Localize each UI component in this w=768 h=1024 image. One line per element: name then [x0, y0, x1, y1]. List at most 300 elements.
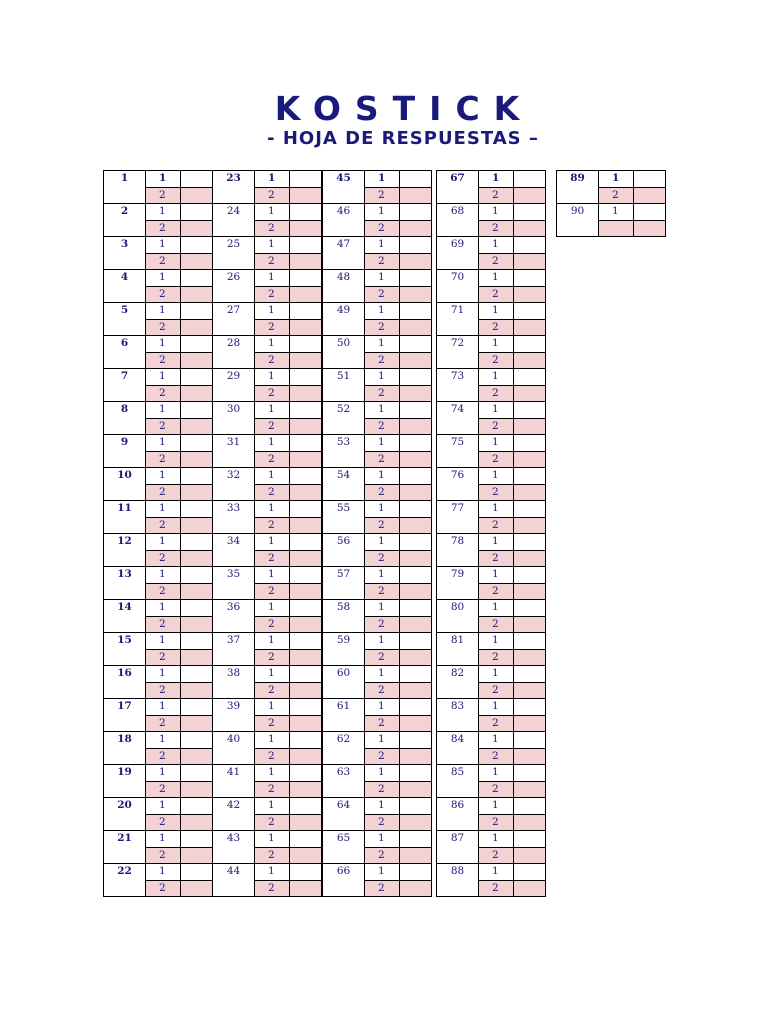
option-label-2: 2: [479, 254, 514, 271]
item-number: 34: [213, 534, 255, 567]
answer-box-1[interactable]: [400, 468, 432, 485]
answer-box-2[interactable]: [290, 188, 322, 205]
answer-box-2[interactable]: [514, 848, 546, 865]
answer-box-1[interactable]: [514, 336, 546, 353]
answer-box-1[interactable]: [181, 534, 213, 551]
answer-box-1[interactable]: [290, 369, 322, 386]
answer-box-2[interactable]: [400, 617, 432, 634]
answer-box-2[interactable]: [514, 617, 546, 634]
answer-box-2[interactable]: [290, 617, 322, 634]
option-label-1: 1: [255, 798, 290, 815]
answer-box-2[interactable]: [514, 254, 546, 271]
option-label-2: 2: [146, 683, 181, 700]
answer-box-2[interactable]: [400, 584, 432, 601]
option-label-2: 2: [255, 287, 290, 304]
answer-box-2[interactable]: [290, 353, 322, 370]
answer-box-2[interactable]: [400, 353, 432, 370]
answer-box-1[interactable]: [181, 501, 213, 518]
answer-box-1[interactable]: [514, 798, 546, 815]
answer-box-2[interactable]: [400, 551, 432, 568]
answer-box-1[interactable]: [400, 633, 432, 650]
answer-box-1[interactable]: [514, 699, 546, 716]
answer-box-2[interactable]: [400, 287, 432, 304]
option-label-1: 1: [255, 831, 290, 848]
option-label-2: 2: [255, 584, 290, 601]
item-number: 74: [437, 402, 479, 435]
answer-box-1[interactable]: [400, 237, 432, 254]
option-label-1: 1: [479, 270, 514, 287]
option-label-2: 2: [255, 716, 290, 733]
answer-box-1[interactable]: [400, 501, 432, 518]
item-number: 53: [323, 435, 365, 468]
answer-box-1[interactable]: [290, 501, 322, 518]
answer-box-2[interactable]: [290, 254, 322, 271]
option-label-1: 1: [479, 699, 514, 716]
answer-box-1[interactable]: [181, 600, 213, 617]
answer-box-2[interactable]: [400, 386, 432, 403]
option-label-2: 2: [255, 815, 290, 832]
item-number: 29: [213, 369, 255, 402]
answer-box-1[interactable]: [514, 171, 546, 188]
answer-box-1[interactable]: [290, 435, 322, 452]
answer-box-2[interactable]: [181, 287, 213, 304]
item-number: 13: [104, 567, 146, 600]
answer-box-2[interactable]: [181, 848, 213, 865]
option-label-2: 2: [255, 518, 290, 535]
answer-box-2[interactable]: [634, 221, 666, 238]
option-label-2: 2: [365, 551, 400, 568]
answer-box-2[interactable]: [181, 485, 213, 502]
answer-box-1[interactable]: [181, 303, 213, 320]
answer-box-2[interactable]: [514, 551, 546, 568]
answer-box-2[interactable]: [400, 320, 432, 337]
answer-box-2[interactable]: [181, 386, 213, 403]
item-number: 77: [437, 501, 479, 534]
option-label-1: 1: [365, 336, 400, 353]
answer-box-2[interactable]: [514, 683, 546, 700]
option-label-1: 1: [365, 435, 400, 452]
option-label-1: 1: [365, 303, 400, 320]
answer-box-1[interactable]: [290, 204, 322, 221]
option-label-1: 1: [365, 402, 400, 419]
answer-box-2[interactable]: [181, 518, 213, 535]
option-label-1: 1: [146, 303, 181, 320]
answer-box-1[interactable]: [400, 303, 432, 320]
option-label-2: 2: [479, 386, 514, 403]
item-number: 37: [213, 633, 255, 666]
answer-box-1[interactable]: [400, 369, 432, 386]
item-number: 90: [557, 204, 599, 237]
option-label-2: 2: [365, 683, 400, 700]
answer-box-1[interactable]: [181, 732, 213, 749]
option-label-2: 2: [146, 815, 181, 832]
option-label-1: 1: [255, 435, 290, 452]
answer-box-1[interactable]: [290, 534, 322, 551]
answer-box-2[interactable]: [290, 683, 322, 700]
answer-box-2[interactable]: [514, 881, 546, 898]
answer-box-2[interactable]: [181, 782, 213, 799]
answer-box-1[interactable]: [290, 732, 322, 749]
answer-box-2[interactable]: [634, 188, 666, 205]
answer-box-1[interactable]: [400, 336, 432, 353]
answer-box-2[interactable]: [400, 221, 432, 238]
answer-box-2[interactable]: [290, 815, 322, 832]
answer-box-1[interactable]: [290, 798, 322, 815]
answer-box-2[interactable]: [400, 716, 432, 733]
item-number: 24: [213, 204, 255, 237]
answer-box-2[interactable]: [514, 353, 546, 370]
answer-box-1[interactable]: [290, 402, 322, 419]
option-label-2: 2: [479, 287, 514, 304]
answer-box-2[interactable]: [514, 485, 546, 502]
answer-box-1[interactable]: [290, 864, 322, 881]
answer-box-2[interactable]: [514, 518, 546, 535]
answer-box-2[interactable]: [400, 518, 432, 535]
option-label-2: 2: [255, 320, 290, 337]
item-number: 85: [437, 765, 479, 798]
option-label-1: 1: [255, 666, 290, 683]
option-label-1: 1: [365, 699, 400, 716]
item-number: 59: [323, 633, 365, 666]
answer-box-1[interactable]: [181, 798, 213, 815]
option-label-1: 1: [365, 732, 400, 749]
answer-box-1[interactable]: [514, 204, 546, 221]
option-label-1: 1: [146, 798, 181, 815]
answer-box-2[interactable]: [514, 287, 546, 304]
answer-box-2[interactable]: [290, 485, 322, 502]
answer-box-2[interactable]: [290, 287, 322, 304]
answer-box-1[interactable]: [514, 435, 546, 452]
answer-box-2[interactable]: [400, 815, 432, 832]
option-label-2: 2: [479, 353, 514, 370]
answer-box-2[interactable]: [290, 716, 322, 733]
answer-box-2[interactable]: [290, 419, 322, 436]
item-number: 4: [104, 270, 146, 303]
answer-box-2[interactable]: [400, 848, 432, 865]
answer-box-1[interactable]: [181, 270, 213, 287]
answer-box-2[interactable]: [400, 188, 432, 205]
answer-box-2[interactable]: [400, 254, 432, 271]
option-label-2: 2: [479, 650, 514, 667]
answer-box-2[interactable]: [290, 221, 322, 238]
answer-box-1[interactable]: [181, 402, 213, 419]
answer-box-2[interactable]: [290, 848, 322, 865]
answer-box-2[interactable]: [400, 485, 432, 502]
option-label-1: 1: [365, 270, 400, 287]
item-number: 39: [213, 699, 255, 732]
option-label-1: 1: [479, 765, 514, 782]
option-label-2: 2: [146, 353, 181, 370]
answer-box-2[interactable]: [290, 650, 322, 667]
option-label-2: 2: [146, 881, 181, 898]
answer-box-1[interactable]: [400, 732, 432, 749]
answer-box-2[interactable]: [181, 617, 213, 634]
answer-box-1[interactable]: [514, 468, 546, 485]
option-label-2: 2: [365, 320, 400, 337]
answer-box-2[interactable]: [181, 815, 213, 832]
answer-box-2[interactable]: [514, 782, 546, 799]
answer-box-1[interactable]: [514, 600, 546, 617]
answer-box-1[interactable]: [181, 765, 213, 782]
item-number: 56: [323, 534, 365, 567]
answer-box-2[interactable]: [290, 551, 322, 568]
answer-box-2[interactable]: [514, 320, 546, 337]
answer-box-1[interactable]: [290, 171, 322, 188]
answer-box-1[interactable]: [290, 468, 322, 485]
answer-box-1[interactable]: [400, 600, 432, 617]
answer-box-2[interactable]: [400, 452, 432, 469]
item-number: 30: [213, 402, 255, 435]
answer-box-1[interactable]: [514, 732, 546, 749]
option-label-1: 1: [146, 435, 181, 452]
answer-box-2[interactable]: [290, 749, 322, 766]
answer-box-2[interactable]: [400, 419, 432, 436]
answer-box-2[interactable]: [181, 419, 213, 436]
answer-box-1[interactable]: [400, 402, 432, 419]
answer-box-1[interactable]: [514, 666, 546, 683]
answer-box-1[interactable]: [290, 699, 322, 716]
answer-box-2[interactable]: [514, 221, 546, 238]
option-label-1: 1: [365, 237, 400, 254]
answer-box-2[interactable]: [400, 749, 432, 766]
answer-box-1[interactable]: [181, 468, 213, 485]
answer-box-2[interactable]: [290, 320, 322, 337]
option-label-2: 2: [365, 584, 400, 601]
item-number: 71: [437, 303, 479, 336]
page-title: KOSTICK: [274, 89, 534, 128]
answer-box-2[interactable]: [181, 221, 213, 238]
answer-box-2[interactable]: [181, 881, 213, 898]
answer-box-1[interactable]: [634, 171, 666, 188]
item-number: 73: [437, 369, 479, 402]
answer-box-2[interactable]: [181, 551, 213, 568]
answer-box-1[interactable]: [400, 567, 432, 584]
option-label-1: 1: [479, 369, 514, 386]
option-label-2: 2: [146, 617, 181, 634]
option-label-1: 1: [365, 633, 400, 650]
answer-box-1[interactable]: [400, 864, 432, 881]
answer-box-2[interactable]: [514, 650, 546, 667]
item-number: 61: [323, 699, 365, 732]
answer-box-2[interactable]: [290, 881, 322, 898]
item-number: 15: [104, 633, 146, 666]
answer-box-1[interactable]: [181, 831, 213, 848]
answer-box-2[interactable]: [181, 254, 213, 271]
option-label-1: 1: [255, 699, 290, 716]
answer-box-1[interactable]: [514, 501, 546, 518]
answer-box-2[interactable]: [400, 683, 432, 700]
item-number: 50: [323, 336, 365, 369]
answer-box-1[interactable]: [514, 567, 546, 584]
answer-box-2[interactable]: [514, 749, 546, 766]
option-label-1: 1: [146, 468, 181, 485]
option-label-1: 1: [365, 765, 400, 782]
answer-box-1[interactable]: [290, 765, 322, 782]
answer-box-1[interactable]: [181, 237, 213, 254]
answer-box-1[interactable]: [514, 303, 546, 320]
answer-box-1[interactable]: [634, 204, 666, 221]
answer-box-2[interactable]: [290, 452, 322, 469]
option-label-2: 2: [365, 188, 400, 205]
answer-box-2[interactable]: [181, 683, 213, 700]
answer-column: [322, 170, 432, 897]
answer-box-2[interactable]: [181, 452, 213, 469]
item-number: 70: [437, 270, 479, 303]
option-label-1: 1: [479, 468, 514, 485]
item-number: 52: [323, 402, 365, 435]
option-label-1: 1: [479, 237, 514, 254]
item-number: 79: [437, 567, 479, 600]
option-label-1: 1: [365, 204, 400, 221]
option-label-2: 2: [146, 485, 181, 502]
answer-box-1[interactable]: [290, 666, 322, 683]
item-number: 43: [213, 831, 255, 864]
item-number: 26: [213, 270, 255, 303]
answer-box-2[interactable]: [514, 386, 546, 403]
answer-box-2[interactable]: [514, 419, 546, 436]
answer-box-1[interactable]: [400, 699, 432, 716]
answer-box-1[interactable]: [181, 435, 213, 452]
answer-box-1[interactable]: [400, 765, 432, 782]
answer-box-2[interactable]: [290, 518, 322, 535]
item-number: 48: [323, 270, 365, 303]
item-number: 44: [213, 864, 255, 897]
answer-box-1[interactable]: [181, 336, 213, 353]
option-label-1: 1: [365, 369, 400, 386]
answer-box-1[interactable]: [514, 864, 546, 881]
answer-box-2[interactable]: [514, 188, 546, 205]
option-label-2: 2: [255, 749, 290, 766]
option-label-1: 1: [146, 402, 181, 419]
answer-box-1[interactable]: [290, 567, 322, 584]
item-number: 40: [213, 732, 255, 765]
answer-box-2[interactable]: [181, 353, 213, 370]
answer-box-2[interactable]: [181, 188, 213, 205]
option-label-1: 1: [146, 699, 181, 716]
answer-box-2[interactable]: [514, 815, 546, 832]
answer-box-2[interactable]: [181, 749, 213, 766]
answer-box-2[interactable]: [181, 650, 213, 667]
option-label-2: 2: [479, 518, 514, 535]
answer-box-1[interactable]: [290, 336, 322, 353]
answer-box-2[interactable]: [514, 584, 546, 601]
answer-box-1[interactable]: [400, 831, 432, 848]
item-number: 65: [323, 831, 365, 864]
answer-box-2[interactable]: [290, 386, 322, 403]
answer-box-1[interactable]: [400, 534, 432, 551]
answer-box-1[interactable]: [400, 435, 432, 452]
item-number: 17: [104, 699, 146, 732]
answer-box-1[interactable]: [290, 831, 322, 848]
answer-box-1[interactable]: [514, 831, 546, 848]
answer-box-1[interactable]: [181, 204, 213, 221]
answer-box-1[interactable]: [181, 171, 213, 188]
option-label-2: 2: [146, 749, 181, 766]
answer-box-2[interactable]: [181, 320, 213, 337]
answer-box-1[interactable]: [514, 633, 546, 650]
item-number: 27: [213, 303, 255, 336]
answer-box-1[interactable]: [290, 600, 322, 617]
answer-box-1[interactable]: [514, 765, 546, 782]
answer-box-1[interactable]: [400, 171, 432, 188]
answer-box-1[interactable]: [181, 633, 213, 650]
answer-box-1[interactable]: [514, 237, 546, 254]
answer-box-1[interactable]: [290, 270, 322, 287]
answer-box-1[interactable]: [181, 699, 213, 716]
answer-box-2[interactable]: [290, 782, 322, 799]
item-number: 81: [437, 633, 479, 666]
answer-box-1[interactable]: [514, 369, 546, 386]
answer-box-2[interactable]: [290, 584, 322, 601]
option-label-1: 1: [255, 534, 290, 551]
answer-box-2[interactable]: [400, 650, 432, 667]
answer-box-1[interactable]: [400, 798, 432, 815]
option-label-2: 2: [255, 221, 290, 238]
option-label-1: 1: [255, 501, 290, 518]
answer-box-1[interactable]: [514, 402, 546, 419]
option-label-2: 2: [146, 221, 181, 238]
option-label-1: 1: [479, 831, 514, 848]
answer-box-1[interactable]: [290, 237, 322, 254]
item-number: 75: [437, 435, 479, 468]
option-label-1: 1: [365, 501, 400, 518]
answer-box-1[interactable]: [400, 270, 432, 287]
option-label-1: 1: [146, 270, 181, 287]
option-label-2: 2: [255, 452, 290, 469]
option-label-1: 1: [146, 336, 181, 353]
option-label-2: 2: [365, 881, 400, 898]
answer-box-2[interactable]: [514, 452, 546, 469]
option-label-1: 1: [146, 534, 181, 551]
option-label-1: 1: [479, 864, 514, 881]
answer-box-1[interactable]: [181, 567, 213, 584]
item-number: 49: [323, 303, 365, 336]
answer-box-2[interactable]: [181, 716, 213, 733]
option-label-2: 2: [479, 848, 514, 865]
answer-box-2[interactable]: [514, 716, 546, 733]
option-label-1: 1: [255, 336, 290, 353]
item-number: 57: [323, 567, 365, 600]
item-number: 67: [437, 171, 479, 204]
option-label-1: 1: [255, 204, 290, 221]
answer-box-1[interactable]: [400, 666, 432, 683]
option-label-2: 2: [479, 419, 514, 436]
option-label-2: 2: [479, 617, 514, 634]
answer-box-2[interactable]: [181, 584, 213, 601]
answer-box-1[interactable]: [181, 864, 213, 881]
answer-box-2[interactable]: [400, 881, 432, 898]
item-number: 9: [104, 435, 146, 468]
answer-box-1[interactable]: [514, 270, 546, 287]
answer-box-2[interactable]: [400, 782, 432, 799]
item-number: 84: [437, 732, 479, 765]
answer-box-1[interactable]: [514, 534, 546, 551]
answer-box-1[interactable]: [290, 303, 322, 320]
option-label-1: 1: [255, 237, 290, 254]
answer-box-1[interactable]: [181, 666, 213, 683]
option-label-2: 2: [146, 386, 181, 403]
option-label-1: 1: [479, 303, 514, 320]
answer-box-1[interactable]: [400, 204, 432, 221]
answer-box-1[interactable]: [290, 633, 322, 650]
answer-box-1[interactable]: [181, 369, 213, 386]
item-number: 38: [213, 666, 255, 699]
item-number: 23: [213, 171, 255, 204]
option-label-2: 2: [146, 848, 181, 865]
option-label-2: 2: [146, 452, 181, 469]
item-number: 7: [104, 369, 146, 402]
option-label-1: 1: [146, 732, 181, 749]
